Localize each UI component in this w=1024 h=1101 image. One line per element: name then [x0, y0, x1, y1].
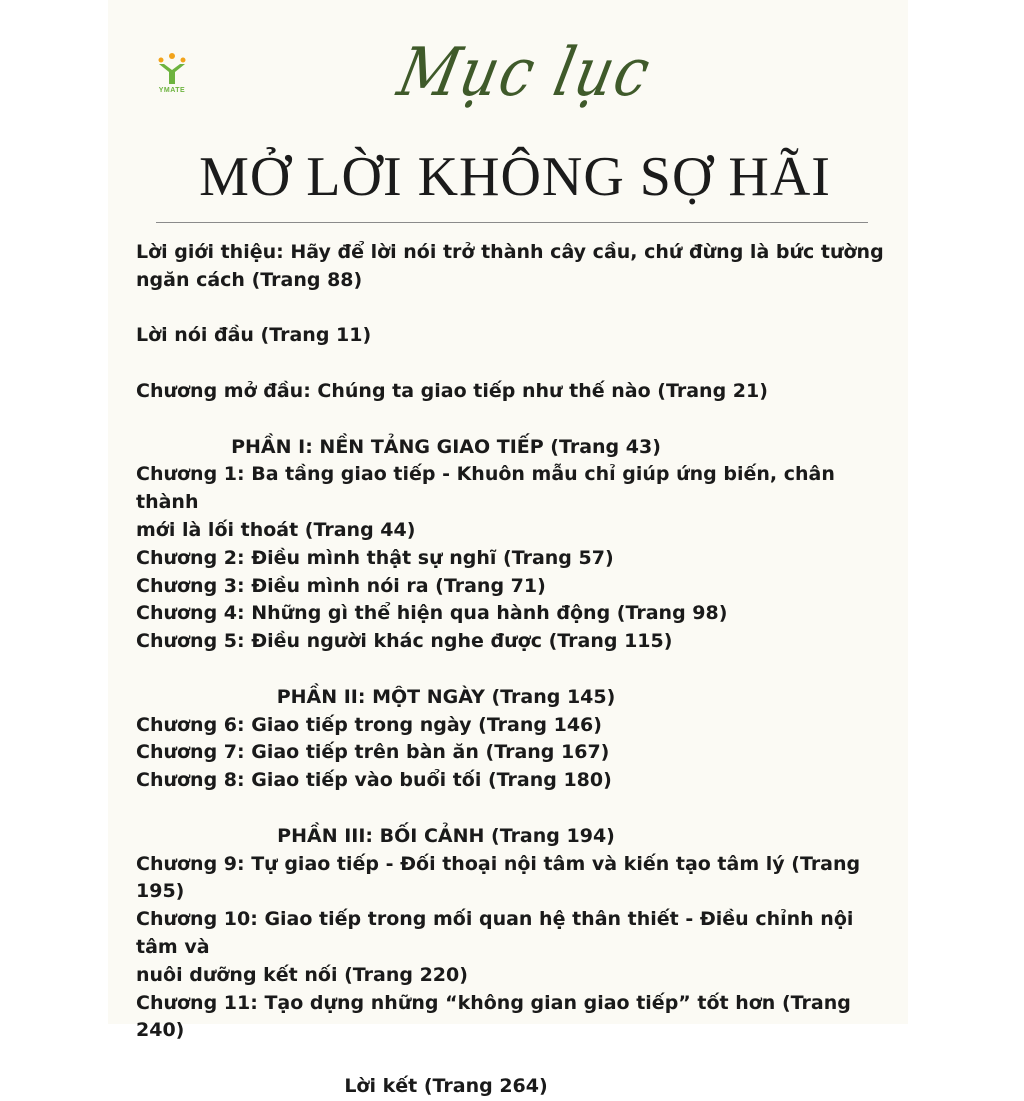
toc-intro-line2: ngăn cách (Trang 88) — [136, 268, 363, 291]
toc-ch10-line2: nuôi dưỡng kết nối (Trang 220) — [136, 963, 468, 986]
part3-heading: PHẦN III: BỐI CẢNH (Trang 194) — [277, 824, 615, 847]
title-divider — [156, 222, 868, 223]
toc-epilogue: Lời kết (Trang 264) — [344, 1074, 548, 1097]
spacer — [136, 295, 896, 323]
script-title: Mục lục — [391, 32, 659, 112]
toc-ch3: Chương 3: Điều mình nói ra (Trang 71) — [136, 574, 546, 597]
spacer — [136, 406, 896, 434]
toc-ch9: Chương 9: Tự giao tiếp - Đối thoại nội tâm và kiến tạo tâm lý (Trang 195) — [136, 852, 861, 903]
toc-ch11: Chương 11: Tạo dựng những “không gian giao tiếp” tốt hơn (Trang 240) — [136, 991, 851, 1042]
logo-text: YMATE — [158, 87, 186, 94]
toc-ch4: Chương 4: Những gì thể hiện qua hành động (Trang 98) — [136, 602, 728, 625]
toc-ch6: Chương 6: Giao tiếp trong ngày (Trang 146) — [136, 713, 602, 736]
table-of-contents — [136, 239, 896, 1101]
toc-ch7: Chương 7: Giao tiếp trên bàn ăn (Trang 167) — [136, 741, 610, 764]
toc-ch1-line2: mới là lối thoát (Trang 44) — [136, 518, 416, 541]
spacer — [136, 350, 896, 378]
part1-heading: PHẦN I: NỀN TẢNG GIAO TIẾP (Trang 43) — [231, 435, 661, 458]
ymate-logo — [152, 52, 192, 94]
spacer — [136, 795, 896, 823]
ymate-logo-icon — [155, 52, 189, 86]
toc-ch2: Chương 2: Điều mình thật sự nghĩ (Trang 57) — [136, 546, 614, 569]
page-title: MỞ LỜI KHÔNG SỢ HÃI — [199, 146, 831, 208]
spacer — [136, 656, 896, 684]
toc-ch1-line1: Chương 1: Ba tầng giao tiếp - Khuôn mẫu chỉ giúp ứng biến, chân thành — [136, 463, 835, 514]
toc-opening-chapter: Chương mở đầu: Chúng ta giao tiếp như thế nào (Trang 21) — [136, 379, 768, 402]
part2-heading: PHẦN II: MỘT NGÀY (Trang 145) — [276, 685, 616, 708]
toc-ch8: Chương 8: Giao tiếp vào buổi tối (Trang 180) — [136, 769, 612, 792]
spacer — [136, 1045, 896, 1073]
toc-ch10-line1: Chương 10: Giao tiếp trong mối quan hệ thân thiết - Điều chỉnh nội tâm và — [136, 908, 854, 958]
toc-preface: Lời nói đầu (Trang 11) — [136, 324, 372, 347]
toc-ch5: Chương 5: Điều người khác nghe được (Trang 115) — [136, 630, 673, 653]
toc-intro-line1: Lời giới thiệu: Hãy để lời nói trở thành cây cầu, chứ đừng là bức tường — [136, 241, 884, 263]
